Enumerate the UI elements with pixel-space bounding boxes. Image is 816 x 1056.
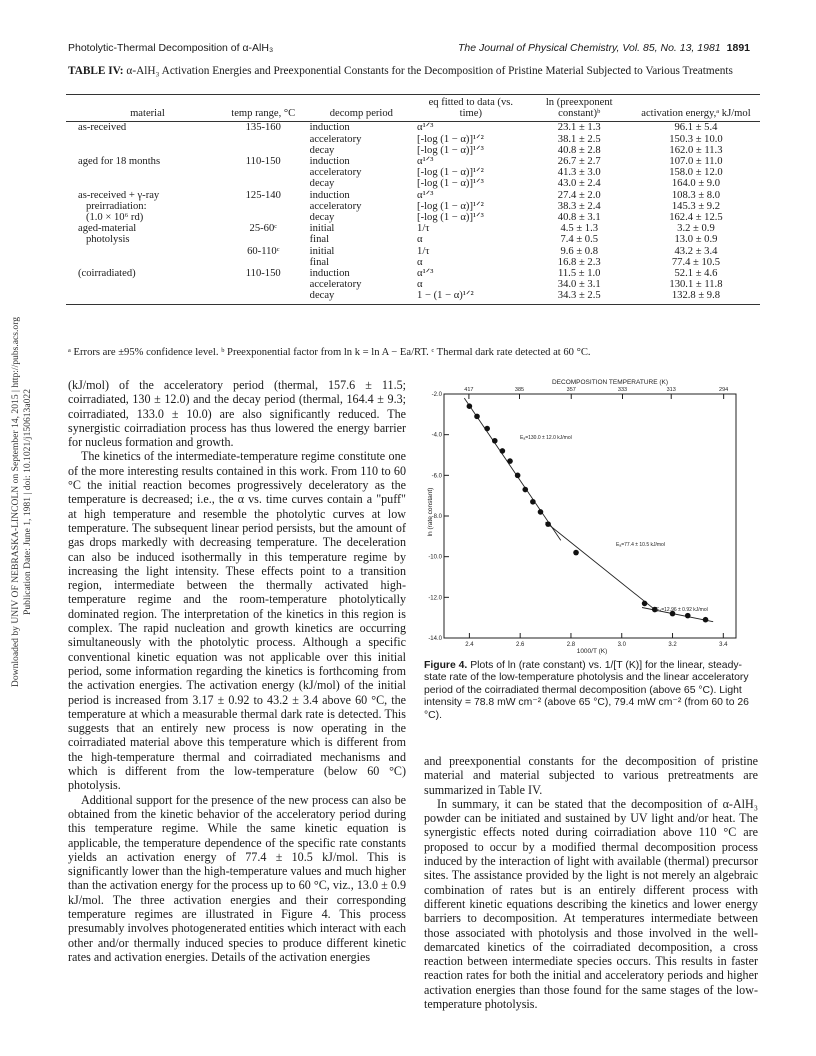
data-point	[703, 617, 709, 623]
cell-preexponent: 26.7 ± 2.7	[557, 156, 601, 168]
annotation-ea-130: Eₐ=130.0 ± 12.0 kJ/mol	[520, 435, 572, 441]
x-tick-label: 2.6	[516, 642, 525, 648]
y-axis-label: ln (rate constant)	[427, 487, 434, 537]
y-tick-label: -12.0	[428, 595, 442, 602]
cell-preexponent: 11.5 ± 1.0	[557, 268, 601, 280]
cell-activation-energy: 13.0 ± 0.9	[674, 234, 718, 246]
cell-decomp-period: decay	[309, 178, 335, 190]
sidebar-text	[10, 262, 34, 742]
figure-label: Figure 4.	[424, 660, 468, 671]
table-footnote: ᵃ Errors are ±95% confidence level. ᵇ Preexponential factor from ln k = ln A − Ea/RT. ᶜ Thermal dark rate detected at 60 °C.	[68, 347, 591, 358]
cell-temp-range	[219, 167, 308, 178]
cell-temp-range: 60-110ᶜ	[247, 245, 280, 257]
data-point	[642, 601, 648, 607]
cell-material: as-received	[78, 122, 127, 134]
data-point	[573, 550, 579, 556]
cell-equation: α	[417, 234, 423, 246]
table-row	[66, 201, 760, 212]
cell-activation-energy: 3.2 ± 0.9	[677, 223, 715, 235]
cell-material	[66, 178, 219, 189]
cell-preexponent: 7.4 ± 0.5	[560, 234, 599, 246]
cell-equation: 1/τ	[417, 223, 430, 235]
journal-citation: The Journal of Physical Chemistry, Vol. 85, No. 13, 1981	[458, 42, 721, 54]
cell-activation-energy: 96.1 ± 5.4	[674, 122, 718, 134]
top-axis-title: DECOMPOSITION TEMPERATURE (K)	[551, 379, 669, 386]
table-row	[66, 279, 760, 290]
cell-activation-energy: 162.0 ± 11.3	[669, 144, 723, 156]
y-tick-label: -10.0	[428, 554, 442, 561]
table-caption-text: α-AlH₃ Activation Energies and Preexponential Constants for the Decomposition of Pristine Material Subjected to Various Treatments	[126, 65, 733, 77]
cell-material: preirradiation:	[78, 200, 147, 212]
data-point	[538, 509, 544, 515]
cell-material	[66, 290, 219, 304]
cell-activation-energy: 162.4 ± 12.5	[669, 212, 723, 224]
cell-temp-range: 125-140	[245, 189, 281, 201]
table-row	[66, 257, 760, 268]
cell-material	[66, 257, 219, 268]
cell-equation: [-log (1 − α)]¹ᐟ³	[417, 144, 484, 156]
cell-decomp-period: final	[309, 234, 330, 246]
annotation-ea-77: Eₐ=77.4 ± 10.5 kJ/mol	[616, 542, 665, 548]
col-header-preexponent: ln (preexponent constant)ᵇ	[527, 95, 632, 122]
cell-temp-range	[219, 290, 308, 304]
cell-equation: α¹ᐟ³	[417, 189, 434, 201]
cell-preexponent: 40.8 ± 2.8	[557, 144, 601, 156]
cell-equation: [-log (1 − α)]¹ᐟ²	[417, 133, 484, 145]
y-tick-label: -2.0	[431, 392, 442, 398]
fit-line	[546, 522, 658, 611]
cell-temp-range	[219, 279, 308, 290]
cell-equation: 1 − (1 − α)¹ᐟ²	[415, 290, 527, 304]
data-point	[467, 403, 473, 409]
cell-temp-range	[219, 201, 308, 212]
cell-decomp-period: final	[309, 256, 330, 268]
activation-energy-table	[66, 94, 760, 305]
cell-temp-range: 25-60ᶜ	[249, 223, 277, 235]
data-point	[507, 458, 513, 464]
col-header-activation-energy: activation energy,ᵃ kJ/mol	[632, 95, 760, 122]
data-point	[685, 613, 691, 619]
cell-preexponent: 38.3 ± 2.4	[557, 200, 601, 212]
right-column	[424, 754, 758, 1011]
col-header-equation: eq fitted to data (vs. time)	[415, 95, 527, 122]
table-row	[66, 234, 760, 245]
cell-preexponent: 40.8 ± 3.1	[557, 212, 601, 224]
cell-equation: α¹ᐟ³	[417, 122, 434, 134]
table-header-row	[66, 95, 760, 122]
sidebar-publication-line: Publication Date: June 1, 1981 | doi: 10.1021/j150613a022	[22, 388, 33, 616]
cell-activation-energy: 52.1 ± 4.6	[674, 268, 718, 280]
cell-equation: 1/τ	[417, 245, 430, 257]
table-row	[66, 178, 760, 189]
cell-preexponent: 23.1 ± 1.3	[557, 122, 601, 134]
y-tick-label: -14.0	[428, 636, 442, 642]
cell-material: photolysis	[78, 234, 130, 246]
cell-material: (coirradiated)	[78, 268, 136, 280]
table-row	[66, 268, 760, 279]
col-header-decomp-period: decomp period	[308, 95, 415, 122]
cell-activation-energy: 108.3 ± 8.0	[671, 189, 721, 201]
x-tick-label: 3.4	[719, 642, 728, 648]
cell-material: aged-material	[78, 223, 137, 235]
cell-activation-energy: 43.2 ± 3.4	[674, 245, 718, 257]
table-row	[66, 246, 760, 257]
data-points	[467, 403, 709, 622]
y-tick-label: -8.0	[431, 514, 442, 520]
cell-activation-energy: 150.3 ± 10.0	[669, 133, 723, 145]
cell-material: as-received + γ-ray	[78, 189, 160, 201]
cell-decomp-period: acceleratory	[309, 200, 362, 212]
figure-caption-text: Plots of ln (rate constant) vs. 1/[T (K)] for the linear, steady-state rate of the low-temperature photolysis and the linear acceleratory period of the coirradiated thermal decomposition (above 65 °C). Light intensity = 78.8 mW cm⁻² (above 65 °C), 79.4 mW cm⁻² (from 60 to 26 °C).	[424, 660, 749, 721]
data-point	[500, 448, 506, 454]
fit-line	[464, 398, 560, 540]
x-axis-label: 1000/T (K)	[576, 648, 608, 655]
cell-temp-range: 110-150	[245, 156, 281, 168]
cell-temp-range	[219, 234, 308, 245]
cell-material	[66, 145, 219, 156]
col-header-temp-range: temp range, °C	[219, 95, 308, 122]
table-row	[66, 134, 760, 145]
x-axis-ticks	[465, 633, 728, 648]
data-point	[522, 487, 528, 493]
cell-decomp-period: initial	[309, 223, 335, 235]
top-tick-label: 385	[514, 387, 525, 393]
table-row	[66, 223, 760, 234]
cell-activation-energy: 145.3 ± 9.2	[671, 200, 721, 212]
data-point	[515, 473, 521, 479]
paragraph: (kJ/mol) of the acceleratory period (thermal, 157.6 ± 11.5; coirradiated, 130 ± 12.0) and the decay period (thermal, 164.4 ± 9.3; coirradiated, 133.0 ± 10.0) are also significantly reduced. The synergistic coirradiation process has thus lowered the energy barrier for nucleus formation and growth.	[68, 378, 406, 450]
top-tick-label: 417	[464, 387, 474, 393]
figure-caption	[424, 660, 758, 722]
cell-decomp-period: decay	[308, 290, 415, 304]
cell-temp-range	[219, 212, 308, 223]
cell-decomp-period: acceleratory	[309, 133, 362, 145]
cell-material	[66, 167, 219, 178]
data-point	[492, 438, 498, 444]
left-column	[68, 378, 406, 964]
top-tick-label: 294	[719, 387, 729, 393]
cell-activation-energy: 132.8 ± 9.8	[632, 290, 760, 304]
cell-equation: α	[417, 256, 423, 268]
cell-preexponent: 41.3 ± 3.0	[557, 167, 601, 179]
paragraph: The kinetics of the intermediate-temperature regime constitute one of the more interesting results contained in this work. From 110 to 60 °C the initial reaction becomes progressively deceleratory as the temperature is decreased; i.e., the α vs. time curves contain a "puff" at high temperature and resemble the photolytic curves at low temperature. The subsequent linear period persists, but the amount of gas drops markedly with decreasing temperature. The deceleration can also be induced isothermally in this temperature regime by increasing the light intensity. These effects point to a transition region, intermediate between the thermally activated high-temperature regime and the room-temperature photolytically dominated region. The interpretation of the kinetics in this region is complex. The rapid nucleation and growth kinetics are occurring simultaneously with the photolytic process. Although a specific conventional kinetic equation was not applicable over this initial period, some information regarding the kinetics is forthcoming from the activation energies. The activation energy (kJ/mol) of the initial period is increased from 3.17 ± 0.92 to 43.2 ± 3.4 above 60 °C, the temperature at which a measurable thermal dark rate is detected. This suggests that an entirely new process is now operating in the coirradiated material above this temperature which is different from the high-temperature thermal and coirradiated mechanisms and which is different from the low-temperature (below 60 °C) photolysis.	[68, 449, 406, 793]
table-row	[66, 167, 760, 178]
cell-material: aged for 18 months	[78, 156, 161, 168]
sidebar-download-line: Downloaded by UNIV OF NEBRASKA-LINCOLN on September 14, 2015 | http://pubs.acs.org	[10, 316, 21, 688]
table-body	[66, 122, 760, 304]
cell-decomp-period: induction	[309, 156, 350, 168]
table-label: TABLE IV:	[68, 65, 124, 77]
cell-activation-energy: 130.1 ± 11.8	[669, 279, 723, 291]
cell-preexponent: 16.8 ± 2.3	[557, 256, 601, 268]
cell-decomp-period: decay	[309, 144, 335, 156]
cell-equation: α¹ᐟ³	[417, 156, 434, 168]
cell-preexponent: 4.5 ± 1.3	[560, 223, 599, 235]
x-tick-label: 3.2	[668, 642, 677, 648]
cell-preexponent: 38.1 ± 2.5	[557, 133, 601, 145]
table-row	[66, 156, 760, 167]
y-tick-label: -6.0	[431, 473, 442, 480]
paragraph: Additional support for the presence of the new process can also be obtained from the kinetic behavior of the acceleratory period during this temperature regime. While the same kinetic equation is applicable, the temperature dependence of the specific rate constants yields an activation energy of 77.4 ± 10.5 kJ/mol. This is significantly lower than the high-temperature values and much higher than the activation energy for the process up to 60 °C, viz., 13.0 ± 0.9 kJ/mol. The three activation energies and their corresponding temperature regimes are illustrated in Figure 4. This process presumably involves photogenerated entities which interact with each other and/or thermally induced species to produce different kinetic rates and activation energies. Details of the activation energies	[68, 792, 406, 964]
cell-decomp-period: acceleratory	[309, 279, 362, 291]
cell-activation-energy: 77.4 ± 10.5	[671, 256, 721, 268]
table-row	[66, 290, 760, 304]
data-point	[474, 414, 480, 420]
cell-decomp-period: acceleratory	[309, 167, 362, 179]
fit-lines	[464, 398, 713, 622]
cell-material	[66, 279, 219, 290]
top-tick-label: 333	[617, 387, 628, 393]
page-number: 1891	[726, 42, 750, 54]
cell-equation: [-log (1 − α)]¹ᐟ³	[417, 212, 484, 224]
annotation-ea-13: Eₐ=12.96 ± 0.92 kJ/mol	[656, 607, 708, 613]
cell-preexponent: 43.0 ± 2.4	[557, 178, 601, 190]
cell-temp-range: 110-150	[245, 268, 281, 280]
cell-equation: [-log (1 − α)]¹ᐟ²	[417, 167, 484, 179]
top-tick-label: 357	[566, 387, 576, 393]
cell-decomp-period: decay	[309, 212, 335, 224]
top-tick-label: 313	[666, 387, 676, 393]
cell-temp-range	[219, 145, 308, 156]
table-row	[66, 145, 760, 156]
cell-preexponent: 9.6 ± 0.8	[560, 245, 599, 257]
cell-preexponent: 34.0 ± 3.1	[557, 279, 601, 291]
table-row	[66, 212, 760, 223]
cell-temp-range	[219, 134, 308, 145]
cell-equation: [-log (1 − α)]¹ᐟ³	[417, 178, 484, 190]
cell-temp-range	[219, 257, 308, 268]
cell-preexponent: 34.3 ± 2.5	[527, 290, 632, 304]
cell-temp-range	[219, 178, 308, 189]
arrhenius-plot	[420, 372, 758, 656]
x-tick-label: 2.4	[465, 642, 474, 648]
paragraph: and preexponential constants for the decomposition of pristine material and material subjected to various pretreatments are summarized in Table IV.	[424, 754, 758, 797]
top-axis-ticks	[464, 387, 728, 399]
cell-equation: α	[417, 279, 423, 291]
cell-equation: [-log (1 − α)]¹ᐟ²	[417, 200, 484, 212]
data-point	[530, 499, 536, 505]
cell-preexponent: 27.4 ± 2.0	[557, 189, 601, 201]
cell-decomp-period: induction	[309, 189, 350, 201]
figure-4	[420, 372, 758, 656]
cell-material	[66, 246, 219, 257]
table-row	[66, 122, 760, 134]
cell-activation-energy: 158.0 ± 12.0	[669, 167, 723, 179]
cell-material	[66, 134, 219, 145]
data-point	[484, 426, 490, 432]
y-tick-label: -4.0	[431, 432, 442, 439]
table-caption	[68, 64, 758, 78]
col-header-material: material	[66, 95, 219, 122]
table-row	[66, 190, 760, 201]
download-sidebar	[6, 262, 32, 742]
cell-material: (1.0 × 10⁶ rd)	[78, 212, 144, 224]
cell-decomp-period: initial	[309, 245, 335, 257]
data-point	[545, 521, 551, 527]
x-tick-label: 2.8	[566, 642, 576, 648]
cell-temp-range: 135-160	[245, 122, 281, 134]
paragraph: In summary, it can be stated that the decomposition of α-AlH₃ powder can be initiated and sustained by UV light and/or heat. The synergistic effects noted during coirradiation above 110 °C are proposed to occur by a modified thermal decomposition process induced by the interaction of light with available (thermal) precursor sites. The assistance provided by the light is not merely an algebraic combination of rates but is an entirely different process with different kinetic equations describing the kinetics and lower energy barriers to decomposition. At temperatures intermediate between those associated with photolysis and those involved in the well-demarcated kinetics of the coirradiated decomposition, a cross reaction between intermediate species occurs. This results in faster reaction rates for both the initial and acceleratory periods and higher activation energies than those found for the same stages of the low-temperature photolysis.	[424, 796, 758, 1012]
cell-activation-energy: 164.0 ± 9.0	[671, 178, 721, 190]
running-header-journal	[458, 42, 750, 54]
cell-decomp-period: induction	[309, 122, 350, 134]
cell-activation-energy: 107.0 ± 11.0	[669, 156, 723, 168]
running-header-title: Photolytic-Thermal Decomposition of α-AlH₃	[68, 42, 274, 54]
cell-decomp-period: induction	[309, 268, 350, 280]
cell-equation: α¹ᐟ³	[417, 268, 434, 280]
x-tick-label: 3.0	[617, 642, 626, 648]
